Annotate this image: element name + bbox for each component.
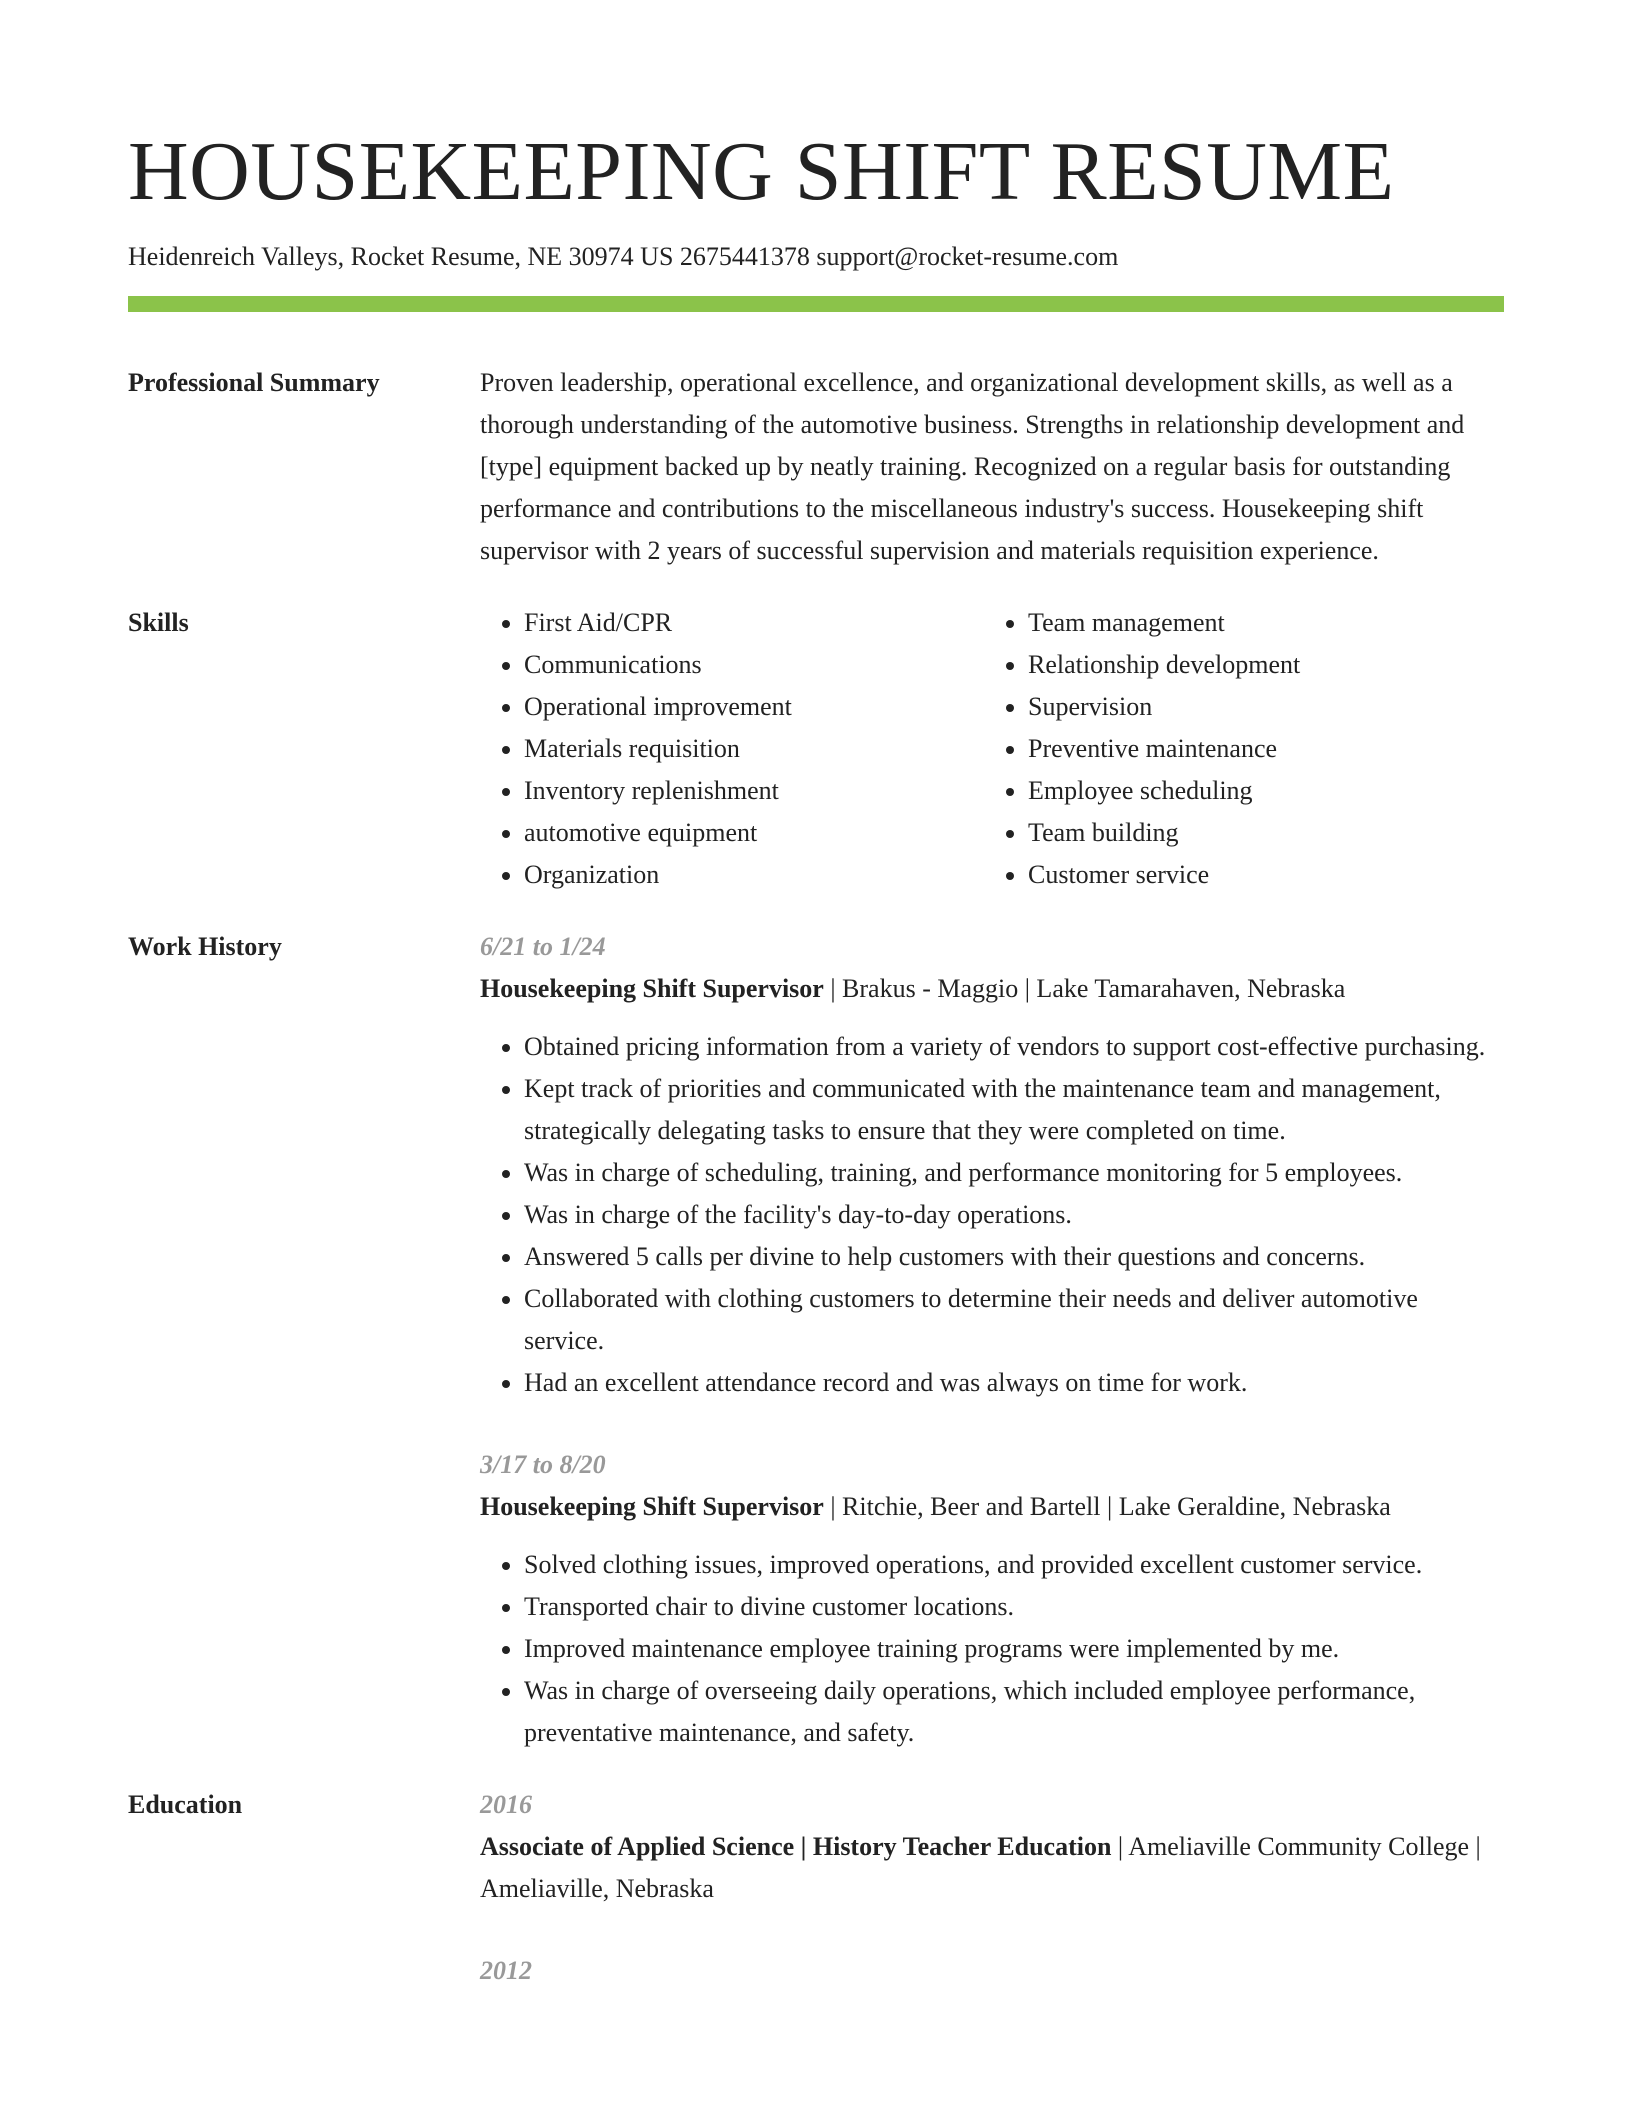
job-date: 3/17 to 8/20 bbox=[480, 1449, 606, 1479]
skill-item: • Employee scheduling bbox=[1028, 770, 1488, 812]
job-entry bbox=[480, 1444, 1504, 1754]
contact-line: Heidenreich Valleys, Rocket Resume, NE 30974 US 2675441378 support@rocket-resume.com bbox=[128, 242, 1119, 271]
skill-item: • Preventive maintenance bbox=[1028, 728, 1488, 770]
summary-body bbox=[480, 362, 1504, 572]
section-work-history bbox=[128, 926, 1504, 1754]
job-heading bbox=[480, 1486, 1504, 1528]
section-summary bbox=[128, 362, 1504, 572]
section-label-work: Work History bbox=[128, 931, 282, 961]
job-bullet: • Was in charge of overseeing daily operations, which included employee performance, preventative maintenance, and safety. bbox=[524, 1670, 1504, 1754]
skill-item: • Inventory replenishment bbox=[524, 770, 984, 812]
job-bullet: • Solved clothing issues, improved operations, and provided excellent customer service. bbox=[524, 1544, 1504, 1586]
job-bullet: • Collaborated with clothing customers to determine their needs and deliver automotive service. bbox=[524, 1278, 1504, 1362]
work-body bbox=[480, 926, 1504, 1754]
education-heading bbox=[480, 1826, 1504, 1910]
skill-item: • Organization bbox=[524, 854, 984, 896]
education-entry bbox=[480, 1950, 1504, 1992]
job-details: | Ritchie, Beer and Bartell | Lake Geraldine, Nebraska bbox=[823, 1491, 1391, 1521]
section-skills bbox=[128, 602, 1504, 896]
resume-title: HOUSEKEEPING SHIFT RESUME bbox=[128, 125, 1395, 218]
job-title: Housekeeping Shift Supervisor bbox=[480, 973, 824, 1003]
skill-item: • Relationship development bbox=[1028, 644, 1488, 686]
education-degree: Associate of Applied Science | History Teacher Education bbox=[480, 1831, 1112, 1861]
job-bullet: • Had an excellent attendance record and was always on time for work. bbox=[524, 1362, 1504, 1404]
job-details: | Brakus - Maggio | Lake Tamarahaven, Nebraska bbox=[823, 973, 1346, 1003]
education-body bbox=[480, 1784, 1504, 1992]
education-date: 2016 bbox=[480, 1789, 532, 1819]
section-label-skills: Skills bbox=[128, 607, 189, 637]
job-entry bbox=[480, 926, 1504, 1404]
job-bullet: • Improved maintenance employee training programs were implemented by me. bbox=[524, 1628, 1504, 1670]
header-divider bbox=[128, 296, 1504, 312]
skill-item: • Materials requisition bbox=[524, 728, 984, 770]
skills-list-right bbox=[984, 602, 1488, 896]
education-details: | Ameliaville Community College | Ameliaville, Nebraska bbox=[480, 1831, 1481, 1903]
job-bullet: • Answered 5 calls per divine to help customers with their questions and concerns. bbox=[524, 1236, 1504, 1278]
education-entry bbox=[480, 1784, 1504, 1910]
job-date: 6/21 to 1/24 bbox=[480, 931, 606, 961]
skills-list-left bbox=[480, 602, 984, 896]
job-heading bbox=[480, 968, 1504, 1010]
job-bullets bbox=[480, 1544, 1504, 1754]
skill-item: • First Aid/CPR bbox=[524, 602, 984, 644]
job-title: Housekeeping Shift Supervisor bbox=[480, 1491, 824, 1521]
education-date: 2012 bbox=[480, 1955, 532, 1985]
section-label-summary: Professional Summary bbox=[128, 367, 380, 397]
skill-item: • Customer service bbox=[1028, 854, 1488, 896]
job-bullet: • Obtained pricing information from a variety of vendors to support cost-effective purchasing. bbox=[524, 1026, 1504, 1068]
skills-body bbox=[480, 602, 1504, 896]
section-label-education: Education bbox=[128, 1789, 243, 1819]
job-bullet: • Was in charge of scheduling, training, and performance monitoring for 5 employees. bbox=[524, 1152, 1504, 1194]
summary-text: Proven leadership, operational excellence, and organizational development skills, as well as a thorough understanding of the automotive business. Strengths in relationship development and [type] equipment backed up by neatly training. Recognized on a regular basis for outstanding performance and contributions to the miscellaneous industry's success. Housekeeping shift supervisor with 2 years of successful supervision and materials requisition experience. bbox=[480, 367, 1465, 565]
skill-item: • Communications bbox=[524, 644, 984, 686]
skill-item: • automotive equipment bbox=[524, 812, 984, 854]
job-bullets bbox=[480, 1026, 1504, 1404]
job-bullet: • Kept track of priorities and communicated with the maintenance team and management, strategically delegating tasks to ensure that they were completed on time. bbox=[524, 1068, 1504, 1152]
job-bullet: • Was in charge of the facility's day-to-day operations. bbox=[524, 1194, 1504, 1236]
section-education bbox=[128, 1784, 1504, 1992]
job-bullet: • Transported chair to divine customer locations. bbox=[524, 1586, 1504, 1628]
skill-item: • Team management bbox=[1028, 602, 1488, 644]
skill-item: • Operational improvement bbox=[524, 686, 984, 728]
skill-item: • Team building bbox=[1028, 812, 1488, 854]
skill-item: • Supervision bbox=[1028, 686, 1488, 728]
